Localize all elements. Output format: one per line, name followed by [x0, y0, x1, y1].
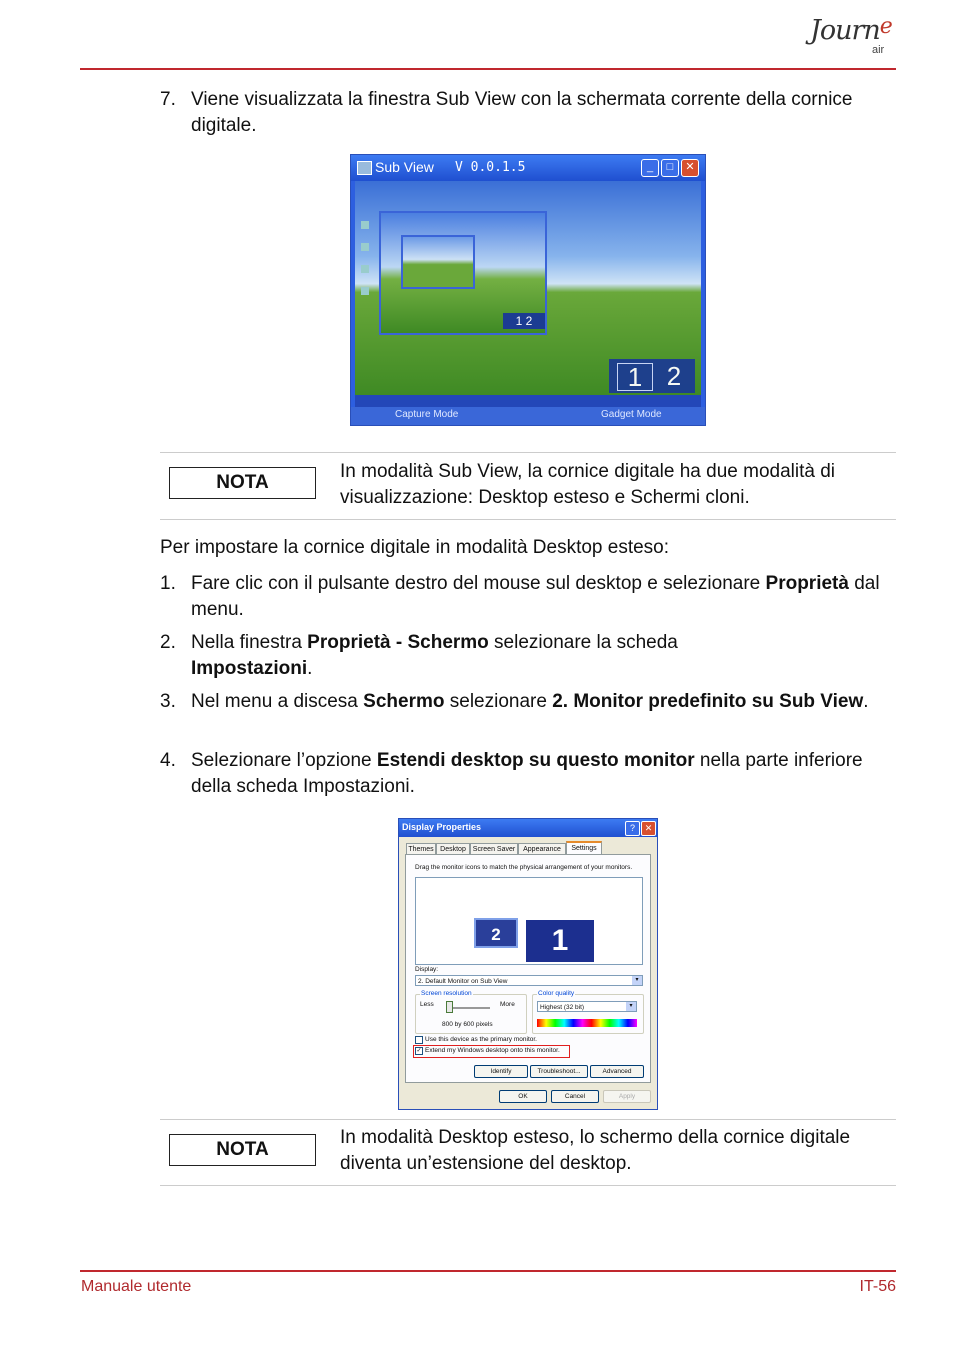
color-quality-group: Color quality Highest (32 bit) ▾	[532, 994, 644, 1034]
close-button[interactable]: ✕	[641, 821, 656, 836]
color-quality-select[interactable]: Highest (32 bit) ▾	[537, 1001, 637, 1012]
extend-desktop-label: Extend my Windows desktop onto this monitor.	[425, 1047, 560, 1054]
gadget-mode-button[interactable]: Gadget Mode	[601, 409, 662, 420]
primary-monitor-checkbox[interactable]	[415, 1036, 423, 1044]
nested-subview-window	[379, 211, 547, 335]
subview-mode-bar	[351, 407, 705, 425]
app-icon	[357, 161, 372, 175]
tab-desktop[interactable]: Desktop	[436, 843, 470, 856]
primary-monitor-label: Use this device as the primary monitor.	[425, 1036, 537, 1043]
color-spectrum	[537, 1019, 637, 1027]
note-text: In modalità Desktop esteso, lo schermo della cornice digitale diventa un’estensione del desktop.	[340, 1127, 851, 1174]
cancel-button[interactable]: Cancel	[551, 1090, 599, 1103]
subview-titlebar: Sub View V 0.0.1.5 _ □ ✕	[351, 155, 705, 181]
note-rule-bottom	[160, 519, 896, 520]
highlight-box	[413, 1045, 570, 1058]
identify-button[interactable]: Identify	[474, 1065, 528, 1078]
monitor-indicator	[609, 359, 695, 393]
extend-desktop-checkbox[interactable]: ✓	[416, 1048, 422, 1054]
monitor-1-label: 1	[617, 363, 653, 391]
resolution-group: Screen resolution Less More 800 by 600 pixels	[415, 994, 527, 1034]
header-rule	[80, 68, 896, 70]
note-rule-bottom	[160, 1185, 896, 1186]
subview-screenshot	[350, 154, 706, 426]
display-properties-titlebar: Display Properties ? ✕	[399, 819, 657, 837]
tab-screen-saver[interactable]: Screen Saver	[470, 843, 518, 856]
tab-settings[interactable]: Settings	[566, 841, 602, 857]
note-label: NOTA	[169, 1134, 316, 1166]
nested-monitor-indicator: 1 2	[503, 313, 545, 329]
step-7: 7. Viene visualizzata la finestra Sub View con la schermata corrente della cornice digitale.	[160, 89, 853, 136]
ok-button[interactable]: OK	[499, 1090, 547, 1103]
footer-manual-title: Manuale utente	[81, 1278, 192, 1295]
nested-subview-window-2	[401, 235, 475, 289]
step-4: 4. Selezionare l’opzione Estendi desktop su questo monitor nella parte inferiore della scheda Impostazioni.	[160, 750, 863, 797]
display-properties-screenshot	[398, 818, 658, 1110]
apply-button[interactable]: Apply	[603, 1090, 651, 1103]
settings-panel	[405, 854, 651, 1083]
monitor-2-label: 2	[666, 361, 682, 391]
journe-air-logo: Journ$^e$ air	[810, 14, 892, 56]
intro-paragraph: Per impostare la cornice digitale in modalità Desktop esteso:	[160, 537, 670, 558]
advanced-button[interactable]: Advanced	[590, 1065, 644, 1078]
close-button[interactable]: ✕	[681, 159, 699, 177]
help-button[interactable]: ?	[625, 821, 640, 836]
capture-mode-button[interactable]: Capture Mode	[395, 409, 459, 420]
step-2: 2. Nella finestra Proprietà - Schermo selezionare la scheda Impostazioni.	[160, 632, 678, 679]
arrange-hint: Drag the monitor icons to match the physical arrangement of your monitors.	[415, 864, 633, 871]
taskbar	[355, 395, 701, 407]
monitor-1-icon[interactable]: 1	[526, 920, 594, 962]
note-rule-top	[160, 452, 896, 453]
resolution-slider-thumb[interactable]	[446, 1001, 453, 1013]
monitor-2-icon[interactable]: 2	[474, 918, 518, 948]
tab-themes[interactable]: Themes	[406, 843, 436, 856]
display-label: Display:	[415, 966, 439, 973]
minimize-button[interactable]: _	[641, 159, 659, 177]
tab-appearance[interactable]: Appearance	[518, 843, 566, 856]
display-select[interactable]: 2. Default Monitor on Sub View ▾	[415, 975, 643, 986]
note-label: NOTA	[169, 467, 316, 499]
step-1: 1. Fare clic con il pulsante destro del mouse sul desktop e selezionare Proprietà dal menu.	[160, 573, 880, 620]
note-text: In modalità Sub View, la cornice digitale ha due modalità di visualizzazione: Desktop esteso e Schermi cloni.	[340, 461, 836, 508]
chevron-down-icon[interactable]: ▾	[632, 976, 642, 985]
monitor-arrangement-area	[415, 877, 643, 965]
page-number: IT-56	[859, 1278, 896, 1295]
note-rule-top	[160, 1119, 896, 1120]
subview-desktop-preview	[355, 181, 701, 395]
maximize-button[interactable]: □	[661, 159, 679, 177]
footer-rule	[80, 1270, 896, 1272]
step-3: 3. Nel menu a discesa Schermo selezionare 2. Monitor predefinito su Sub View.	[160, 691, 869, 712]
desktop-icons	[361, 221, 369, 301]
troubleshoot-button[interactable]: Troubleshoot...	[530, 1065, 588, 1078]
chevron-down-icon[interactable]: ▾	[626, 1002, 636, 1011]
